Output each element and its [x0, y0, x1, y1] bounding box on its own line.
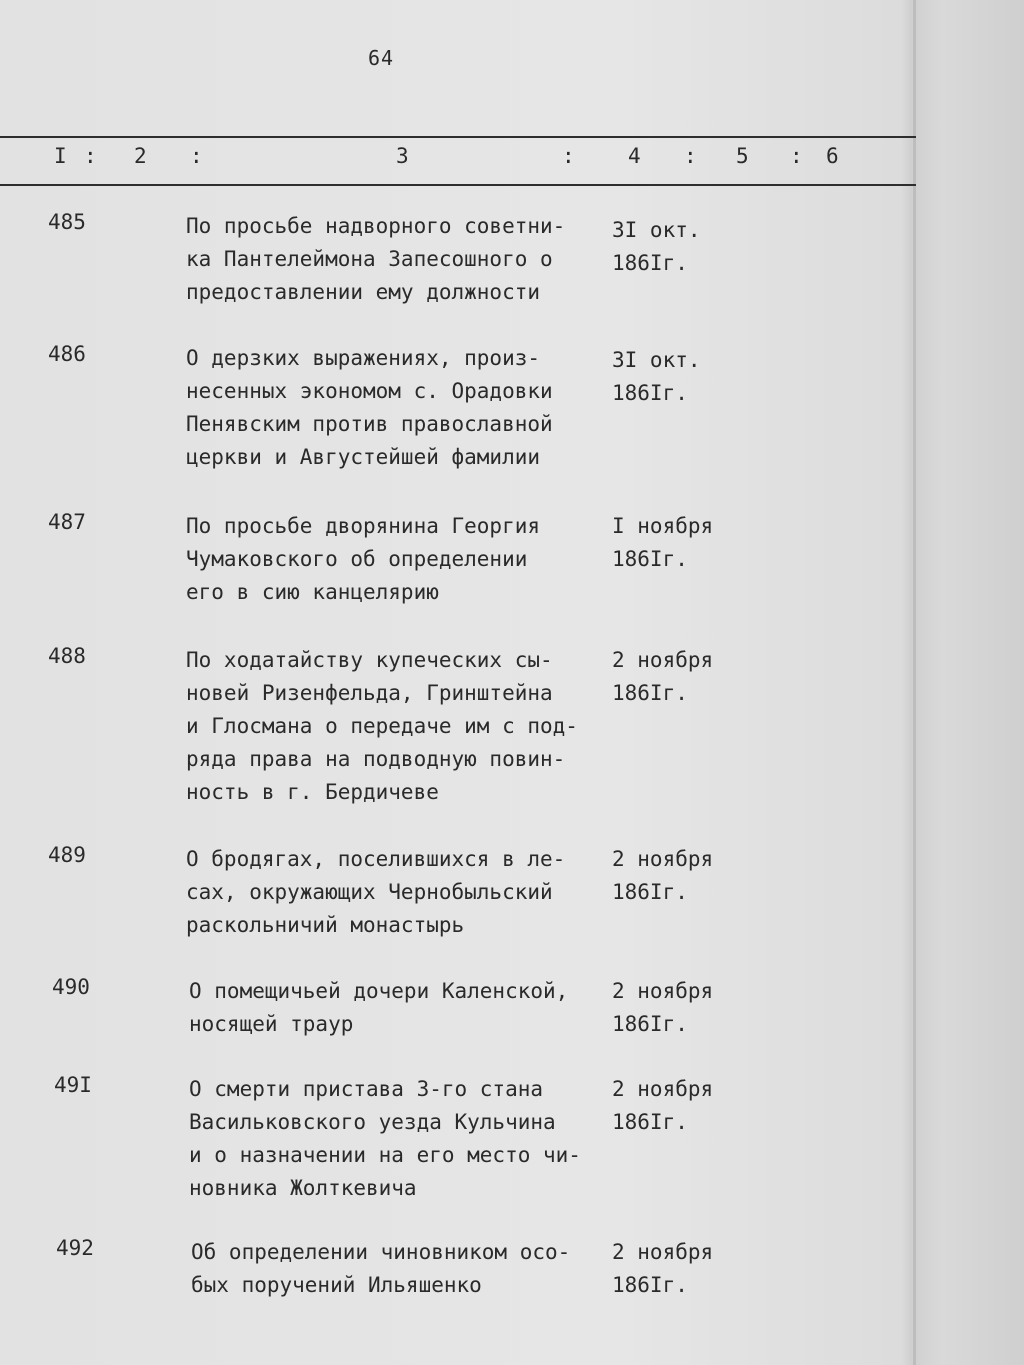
- date-line: 2 ноября: [612, 1240, 714, 1264]
- entry-number: 486: [48, 342, 86, 366]
- header-rule-bottom: [0, 184, 916, 186]
- description-line: Пенявским против православной: [186, 412, 553, 436]
- date-line: 186Iг.: [612, 880, 688, 904]
- entry-number: 485: [48, 210, 86, 234]
- column-header-6: 6: [826, 144, 839, 168]
- entry-description: [186, 843, 616, 942]
- description-line: предоставлении ему должности: [186, 280, 541, 304]
- description-line: сах, окружающих Чернобыльский: [186, 880, 553, 904]
- description-line: раскольничий монастырь: [186, 913, 465, 937]
- entry-description: [186, 210, 616, 309]
- column-separator: :: [790, 144, 803, 168]
- description-line: носящей траур: [189, 1012, 354, 1036]
- entry-date: [612, 214, 701, 280]
- description-line: По просьбе дворянина Георгия: [186, 514, 541, 538]
- header-rule-top: [0, 136, 916, 138]
- date-line: 186Iг.: [612, 1012, 688, 1036]
- date-line: 3I окт.: [612, 218, 701, 242]
- column-separator: :: [684, 144, 697, 168]
- entry-description: [189, 1073, 619, 1205]
- entry-number: 487: [48, 510, 86, 534]
- description-line: и о назначении на его место чи-: [189, 1143, 581, 1167]
- entry-number: 492: [56, 1236, 94, 1260]
- description-line: О дерзких выражениях, произ-: [186, 346, 541, 370]
- entry-date: [612, 644, 713, 710]
- entry-date: [612, 1236, 713, 1302]
- description-line: По просьбе надворного советни-: [186, 214, 566, 238]
- entry-description: [191, 1236, 621, 1302]
- date-line: 186Iг.: [612, 381, 688, 405]
- entry-description: [186, 510, 616, 609]
- date-line: 2 ноября: [612, 847, 714, 871]
- date-line: 186Iг.: [612, 1273, 688, 1297]
- description-line: несенных экономом с. Орадовки: [186, 379, 553, 403]
- column-header-3: 3: [396, 144, 409, 168]
- date-line: 2 ноября: [612, 1077, 714, 1101]
- entry-date: [612, 510, 713, 576]
- column-separator: :: [190, 144, 203, 168]
- date-line: 186Iг.: [612, 681, 688, 705]
- date-line: 186Iг.: [612, 251, 688, 275]
- page-edge: [913, 0, 916, 1365]
- date-line: I ноября: [612, 514, 714, 538]
- column-header-1: I: [54, 144, 67, 168]
- description-line: О бродягах, поселившихся в ле-: [186, 847, 566, 871]
- entry-description: [189, 975, 619, 1041]
- date-line: 186Iг.: [612, 547, 688, 571]
- column-separator: :: [562, 144, 575, 168]
- column-header-row: [0, 144, 916, 180]
- description-line: Чумаковского об определении: [186, 547, 528, 571]
- entry-number: 488: [48, 644, 86, 668]
- description-line: ряда права на подводную повин-: [186, 747, 566, 771]
- date-line: 2 ноября: [612, 979, 714, 1003]
- column-header-2: 2: [134, 144, 147, 168]
- description-line: Васильковского уезда Кульчина: [189, 1110, 556, 1134]
- description-line: Об определении чиновником осо-: [191, 1240, 571, 1264]
- column-header-4: 4: [628, 144, 641, 168]
- description-line: О смерти пристава 3-го стана: [189, 1077, 544, 1101]
- entry-number: 489: [48, 843, 86, 867]
- description-line: По ходатайству купеческих сы-: [186, 648, 553, 672]
- description-line: его в сию канцелярию: [186, 580, 439, 604]
- description-line: и Глосмана о передаче им с под-: [186, 714, 578, 738]
- description-line: ка Пантелеймона Запесошного о: [186, 247, 553, 271]
- entry-number: 49I: [54, 1073, 92, 1097]
- entry-date: [612, 975, 713, 1041]
- entry-date: [612, 843, 713, 909]
- description-line: церкви и Августейшей фамилии: [186, 445, 541, 469]
- description-line: О помещичьей дочери Каленской,: [189, 979, 569, 1003]
- description-line: новей Ризенфельда, Гринштейна: [186, 681, 553, 705]
- entry-description: [186, 342, 616, 474]
- entry-date: [612, 344, 701, 410]
- page-number: 64: [368, 46, 395, 70]
- entry-date: [612, 1073, 713, 1139]
- description-line: ность в г. Бердичеве: [186, 780, 439, 804]
- date-line: 2 ноября: [612, 648, 714, 672]
- column-separator: :: [84, 144, 97, 168]
- entry-number: 490: [52, 975, 90, 999]
- entry-description: [186, 644, 616, 809]
- column-header-5: 5: [736, 144, 749, 168]
- date-line: 3I окт.: [612, 348, 701, 372]
- description-line: новника Жолткевича: [189, 1176, 417, 1200]
- date-line: 186Iг.: [612, 1110, 688, 1134]
- description-line: бых поручений Ильяшенко: [191, 1273, 482, 1297]
